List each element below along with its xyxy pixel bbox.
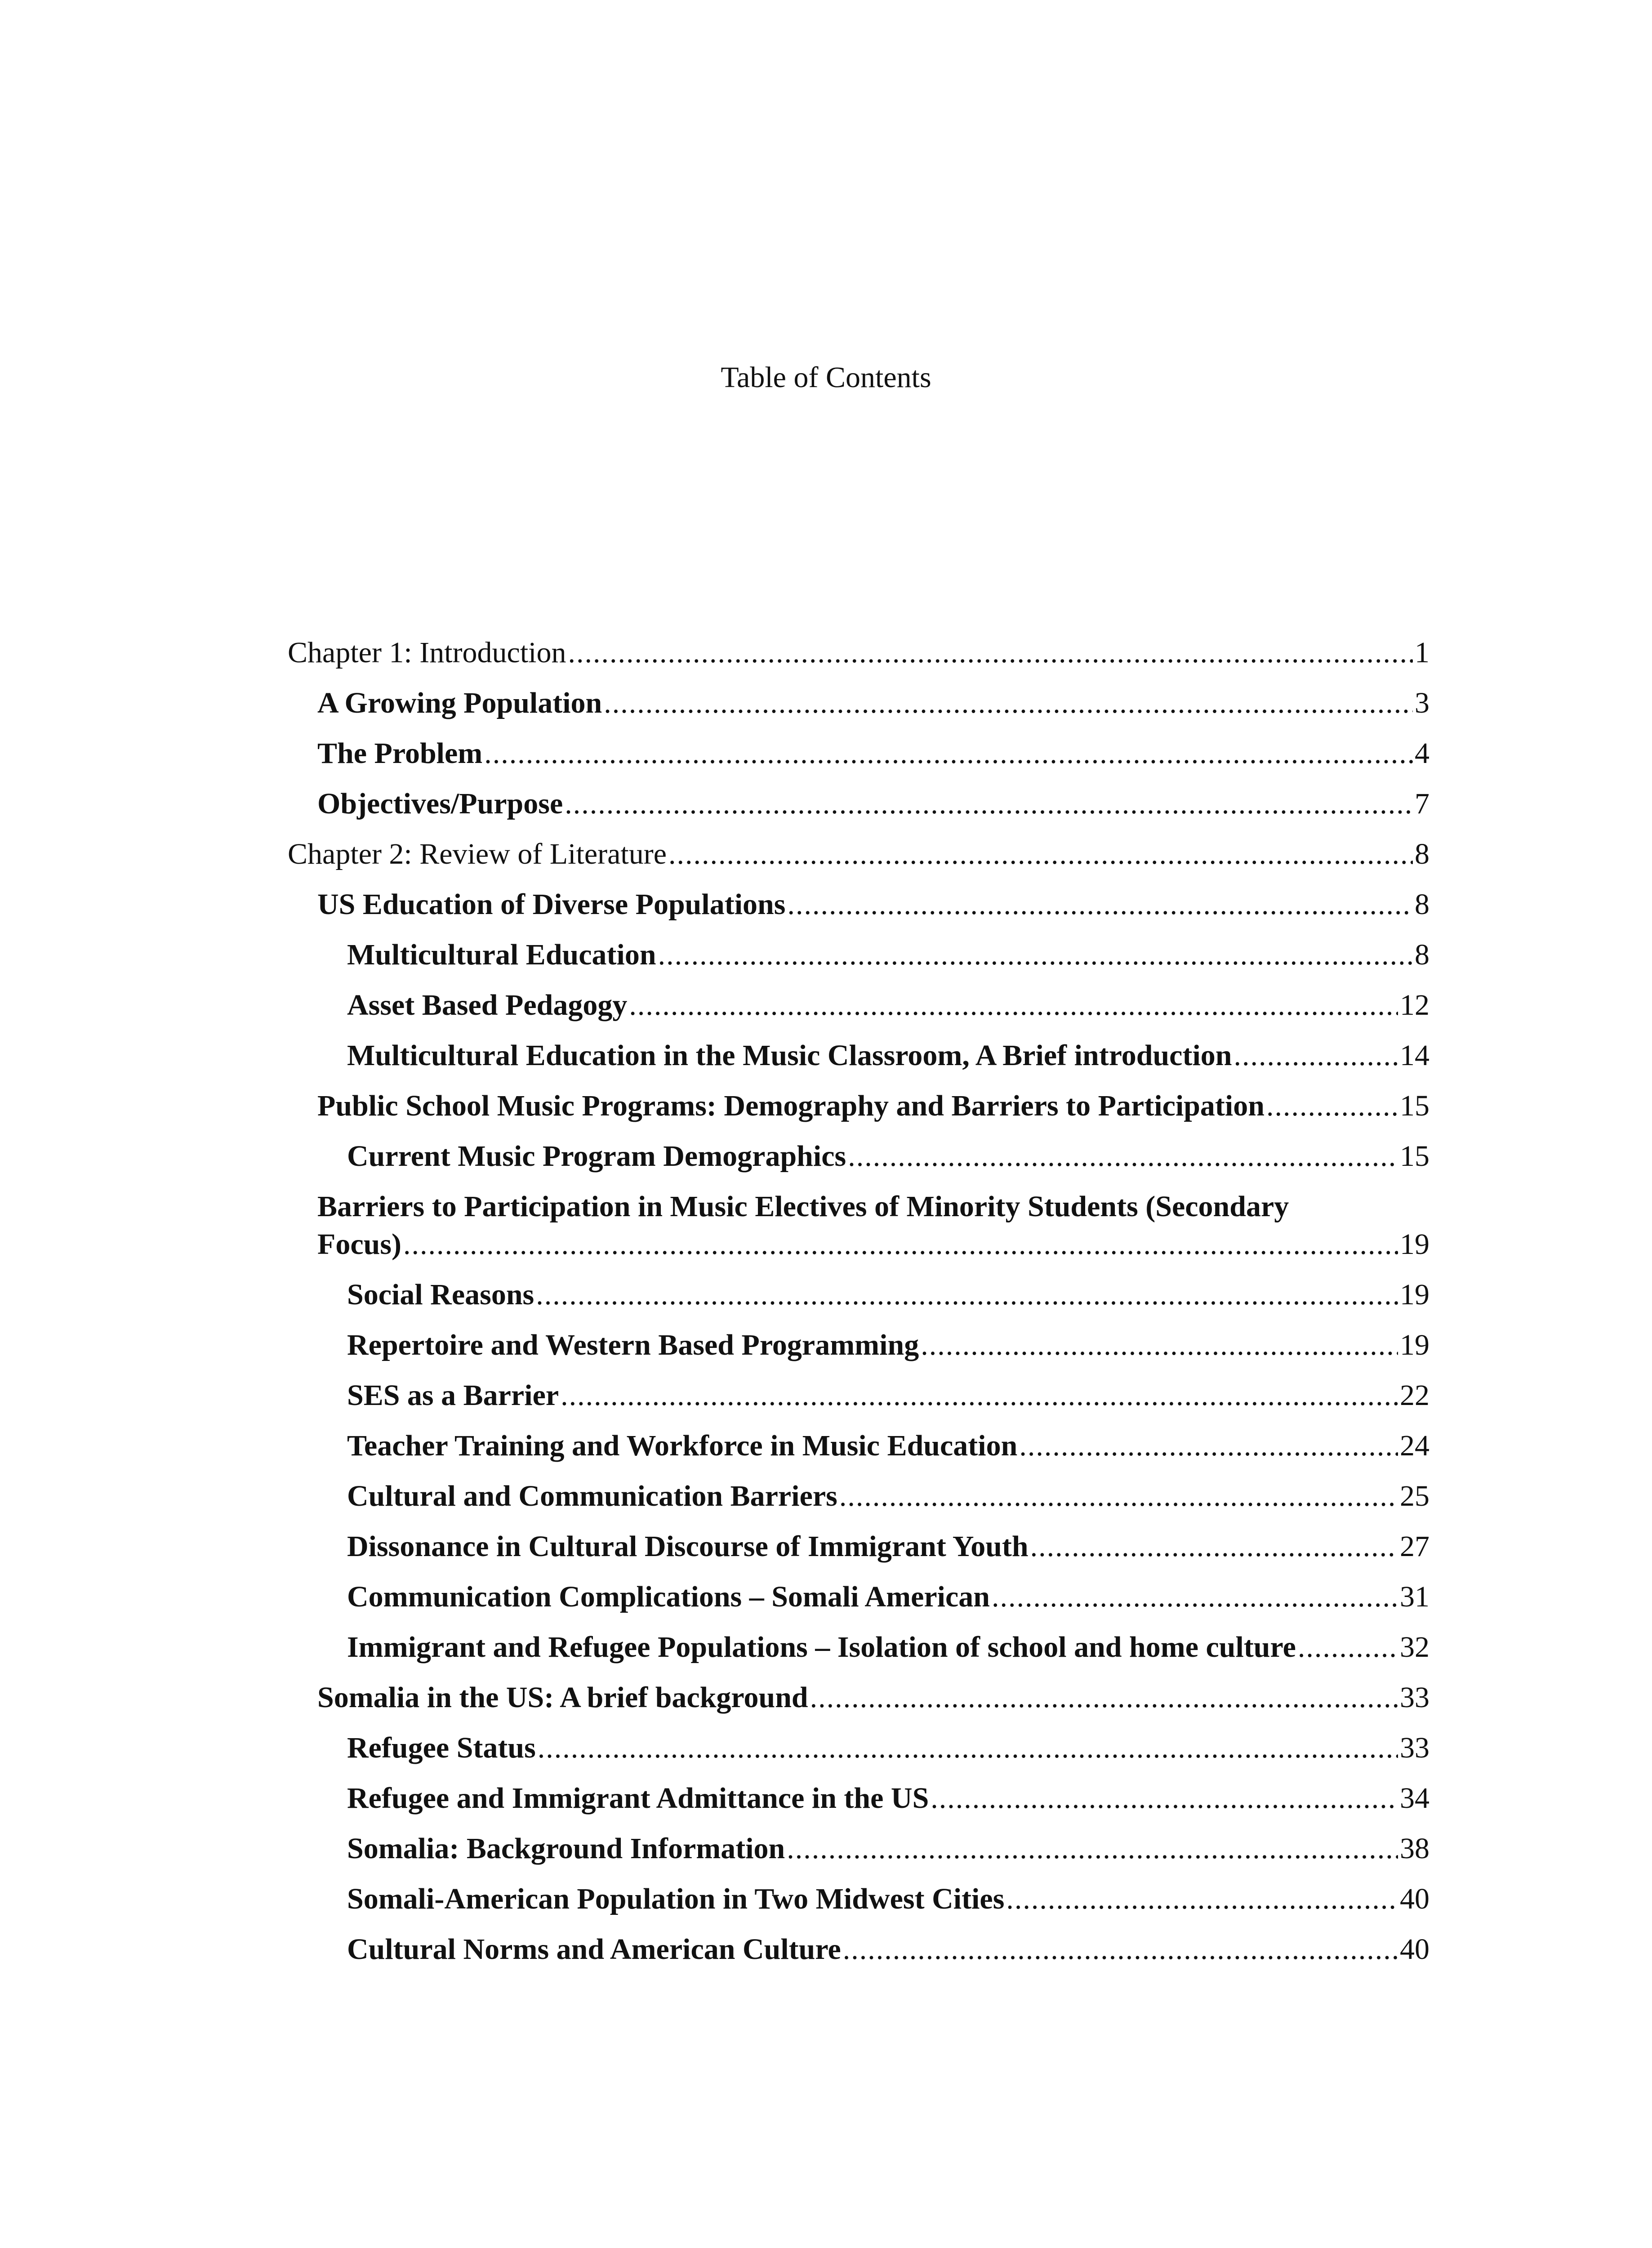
dot-leader [931, 1780, 1398, 1817]
toc-entry-label: Refugee and Immigrant Admittance in the US [347, 1782, 929, 1815]
dot-leader [538, 1729, 1398, 1767]
toc-entry-refugee-status[interactable] [288, 1729, 1429, 1780]
dot-leader [839, 1477, 1398, 1515]
toc-entry-page: 40 [1400, 1933, 1429, 1966]
toc-entry-page: 8 [1415, 938, 1429, 971]
toc-entry-label: A Growing Population [317, 687, 602, 719]
toc-entry-page: 22 [1400, 1379, 1429, 1412]
toc-entry-page: 33 [1400, 1681, 1429, 1714]
toc-entry-label: Chapter 1: Introduction [288, 636, 566, 669]
toc-entry-cultural-communication-barriers[interactable] [288, 1477, 1429, 1528]
dot-leader [848, 1137, 1398, 1175]
toc-entry-page: 3 [1415, 687, 1429, 719]
toc-entry-public-school-music[interactable] [288, 1087, 1429, 1137]
toc-entry-somali-american-population[interactable] [288, 1880, 1429, 1931]
toc-entry-page: 31 [1400, 1580, 1429, 1613]
dot-leader [568, 634, 1413, 672]
toc-entry-refugee-immigrant-admittance[interactable] [288, 1780, 1429, 1830]
toc-entry-growing-population[interactable] [288, 684, 1429, 735]
toc-entry-somalia-background[interactable] [288, 1830, 1429, 1880]
dot-leader [668, 835, 1413, 873]
toc-entry-barriers-to-participation[interactable] [288, 1188, 1429, 1263]
toc-entry-label-line-1: Barriers to Participation in Music Electives of Minority Students (Secondary [317, 1190, 1289, 1223]
toc-entry-page: 19 [1400, 1329, 1429, 1361]
toc-entry-page: 19 [1400, 1278, 1429, 1311]
toc-entry-label: Teacher Training and Workforce in Music Education [347, 1429, 1018, 1462]
toc-entry-asset-based-pedagogy[interactable] [288, 986, 1429, 1037]
dot-leader [1266, 1087, 1398, 1125]
toc-entry-current-music-demographics[interactable] [288, 1137, 1429, 1188]
toc-entry-page: 32 [1400, 1631, 1429, 1664]
toc-entry-page: 8 [1415, 888, 1429, 921]
toc-entry-label: Asset Based Pedagogy [347, 989, 628, 1021]
toc-entry-page: 24 [1400, 1429, 1429, 1462]
toc-entry-label: Chapter 2: Review of Literature [288, 838, 667, 870]
toc-entry-us-education[interactable] [288, 886, 1429, 936]
dot-leader [921, 1326, 1398, 1364]
toc-entry-label: Current Music Program Demographics [347, 1140, 846, 1173]
toc-entry-label: Refugee Status [347, 1731, 536, 1764]
dot-leader [658, 936, 1413, 974]
dot-leader [843, 1931, 1398, 1968]
toc-entry-multicultural-music-classroom[interactable] [288, 1037, 1429, 1087]
toc-entry-page: 19 [1400, 1228, 1429, 1261]
toc-entry-label: Cultural Norms and American Culture [347, 1933, 841, 1966]
toc-entry-cultural-norms[interactable] [288, 1931, 1429, 1981]
toc-entry-somalia-in-us[interactable] [288, 1679, 1429, 1729]
toc-entry-label: Dissonance in Cultural Discourse of Immigrant Youth [347, 1530, 1029, 1563]
toc-entry-the-problem[interactable] [288, 735, 1429, 785]
toc-entry-immigrant-refugee-isolation[interactable] [288, 1628, 1429, 1679]
toc-entry-label: Somalia: Background Information [347, 1832, 785, 1865]
toc-entry-label: Somali-American Population in Two Midwest Cities [347, 1882, 1005, 1915]
toc-entry-page: 34 [1400, 1782, 1429, 1815]
dot-leader [484, 735, 1413, 772]
dot-leader [565, 785, 1413, 823]
dot-leader [992, 1578, 1398, 1616]
toc-entry-label: Immigrant and Refugee Populations – Isolation of school and home culture [347, 1631, 1296, 1664]
toc-entry-label: Somalia in the US: A brief background [317, 1681, 808, 1714]
dot-leader [1030, 1528, 1398, 1566]
dot-leader [403, 1226, 1398, 1263]
toc-entry-label: Multicultural Education in the Music Classroom, A Brief introduction [347, 1039, 1232, 1072]
dot-leader [604, 684, 1413, 722]
toc-entry-page: 38 [1400, 1832, 1429, 1865]
toc-entry-page: 15 [1400, 1089, 1429, 1122]
toc-entry-chapter-1[interactable] [288, 634, 1429, 684]
toc-entry-ses-barrier[interactable] [288, 1377, 1429, 1427]
dot-leader [561, 1377, 1398, 1414]
toc-entry-social-reasons[interactable] [288, 1276, 1429, 1326]
toc-entry-label: Multicultural Education [347, 938, 656, 971]
toc-entry-label: The Problem [317, 737, 483, 770]
dot-leader [536, 1276, 1398, 1314]
toc-entry-label: US Education of Diverse Populations [317, 888, 786, 921]
dot-leader [787, 886, 1413, 923]
toc-entry-page: 15 [1400, 1140, 1429, 1173]
toc-entry-label: Public School Music Programs: Demography and Barriers to Participation [317, 1089, 1265, 1122]
toc-entry-objectives-purpose[interactable] [288, 785, 1429, 835]
page-title: Table of Contents [721, 361, 931, 394]
toc-entry-page: 25 [1400, 1480, 1429, 1512]
toc-entry-label: Objectives/Purpose [317, 787, 563, 820]
toc-entry-page: 33 [1400, 1731, 1429, 1764]
toc-entry-communication-complications[interactable] [288, 1578, 1429, 1628]
dot-leader [1298, 1628, 1398, 1666]
toc-entry-chapter-2[interactable] [288, 835, 1429, 886]
toc-entry-page: 7 [1415, 787, 1429, 820]
table-of-contents [288, 634, 1429, 1981]
toc-entry-label: SES as a Barrier [347, 1379, 559, 1412]
toc-entry-page: 14 [1400, 1039, 1429, 1072]
toc-entry-repertoire-western[interactable] [288, 1326, 1429, 1377]
dot-leader [1234, 1037, 1398, 1075]
toc-entry-label: Social Reasons [347, 1278, 534, 1311]
toc-entry-page: 1 [1415, 636, 1429, 669]
dot-leader [1006, 1880, 1398, 1918]
toc-entry-multicultural-education[interactable] [288, 936, 1429, 986]
toc-entry-label: Repertoire and Western Based Programming [347, 1329, 919, 1361]
dot-leader [810, 1679, 1398, 1717]
dot-leader [629, 986, 1398, 1024]
dot-leader [787, 1830, 1398, 1868]
toc-entry-teacher-training[interactable] [288, 1427, 1429, 1477]
toc-entry-page: 40 [1400, 1882, 1429, 1915]
toc-entry-page: 4 [1415, 737, 1429, 770]
dot-leader [1019, 1427, 1398, 1465]
toc-entry-page: 12 [1400, 989, 1429, 1021]
toc-entry-label: Cultural and Communication Barriers [347, 1480, 837, 1512]
toc-entry-page: 27 [1400, 1530, 1429, 1563]
toc-entry-label: Communication Complications – Somali American [347, 1580, 990, 1613]
toc-entry-page: 8 [1415, 838, 1429, 870]
toc-entry-dissonance-cultural-discourse[interactable] [288, 1528, 1429, 1578]
toc-entry-label-line-2: Focus) [317, 1228, 401, 1261]
